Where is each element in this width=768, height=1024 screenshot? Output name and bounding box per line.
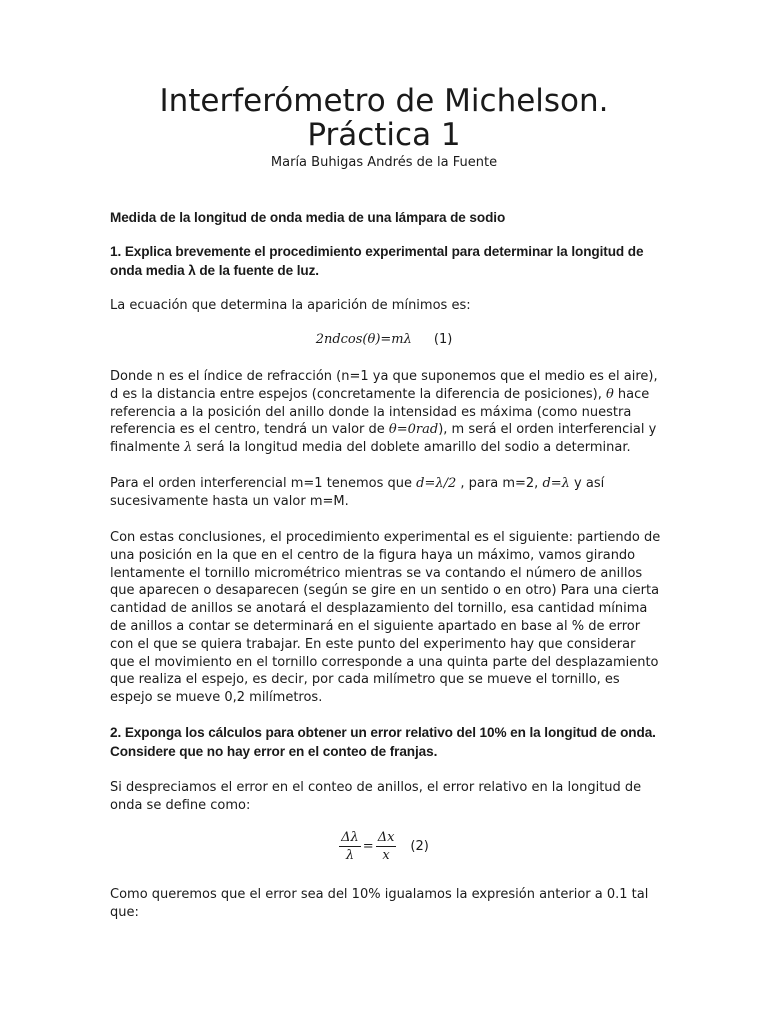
question-1-heading: 1. Explica brevemente el procedimiento experimental para determinar la longitud de onda media λ de la fuente de luz.: [110, 244, 644, 278]
fraction-denominator: λ: [345, 848, 355, 863]
orders-text-3: y así sucesivamente hasta un valor m=M.: [110, 476, 605, 509]
math-d-half-lambda: d=λ/2: [416, 476, 457, 491]
fraction-delta-lambda: [339, 830, 361, 863]
fraction-denominator: x: [382, 848, 390, 863]
equation-1-expression: 2ndcos(θ)=mλ: [315, 332, 412, 347]
title-line-2: Práctica 1: [307, 117, 461, 153]
math-theta: θ: [605, 386, 614, 402]
document-title: [0, 84, 768, 152]
fraction-numerator: Δx: [377, 830, 395, 845]
fraction-numerator: Δλ: [341, 830, 359, 845]
orders-text-1: Para el orden interferencial m=1 tenemos que: [110, 476, 417, 491]
final-paragraph: Como queremos que el error sea del 10% igualamos la expresión anterior a 0.1 tal que:: [110, 887, 649, 920]
variables-text-1: Donde n es el índice de refracción (n=1 ya que suponemos que el medio es el aire), d es la distancia entre espejos (concretamente la diferencia de posiciones),: [110, 369, 658, 402]
question-2-heading: 2. Exponga los cálculos para obtener un error relativo del 10% en la longitud de onda. Considere que no hay error en el conteo de franjas.: [110, 725, 656, 759]
equation-2-number: (2): [410, 839, 429, 854]
math-d-lambda: d=λ: [542, 476, 570, 491]
equation-2: [0, 830, 768, 863]
procedure-paragraph: Con estas conclusiones, el procedimiento experimental es el siguiente: partiendo de una posición en la que en el centro de la figura haya un máximo, vamos girando lentamente el tornillo micrométrico mientras se va contando el número de anillos que aparecen o desaparecen (según se gire en un sentido o en otro) Para una cierta cantidad de anillos se anotará el desplazamiento del tornillo, esa cantidad mínima de anillos a contar se determinará en el siguiente apartado en base al % de error con el que se quiera trabajar. En este punto del experimento hay que considerar que el movimiento en el tornillo corresponde a una quinta parte del desplazamiento que realiza el espejo, es decir, por cada milímetro que se mueve el tornillo, es espejo se mueve 0,2 milímetros.: [110, 530, 661, 706]
section-heading: Medida de la longitud de onda media de una lámpara de sodio: [110, 210, 506, 225]
fraction-delta-x: [376, 830, 397, 863]
equation-1: [0, 332, 768, 347]
variables-text-2: hace referencia a la posición del anillo donde la intensidad es máxima (como nuestra referencia es el centro, tendrá un valor de: [110, 386, 650, 438]
math-theta-zero: θ=0rad: [388, 422, 439, 438]
equals-sign: =: [362, 839, 374, 854]
title-line-1: Interferómetro de Michelson.: [159, 83, 609, 119]
variables-text-4: será la longitud media del doblete amarillo del sodio a determinar.: [192, 440, 631, 456]
equation-1-number: (1): [433, 332, 453, 347]
equation-intro-text: La ecuación que determina la aparición de mínimos es:: [110, 298, 471, 313]
author-name: María Buhigas Andrés de la Fuente: [270, 155, 498, 170]
math-lambda: λ: [184, 440, 193, 456]
relative-error-intro: Si despreciamos el error en el conteo de anillos, el error relativo en la longitud de onda se define como:: [110, 780, 642, 813]
variables-paragraph: [110, 368, 662, 457]
variables-text-3: ), m será el orden interferencial y finalmente: [110, 422, 657, 456]
orders-paragraph: [110, 475, 662, 511]
equation-2-expression: [339, 830, 396, 863]
orders-text-2: , para m=2,: [456, 476, 543, 491]
